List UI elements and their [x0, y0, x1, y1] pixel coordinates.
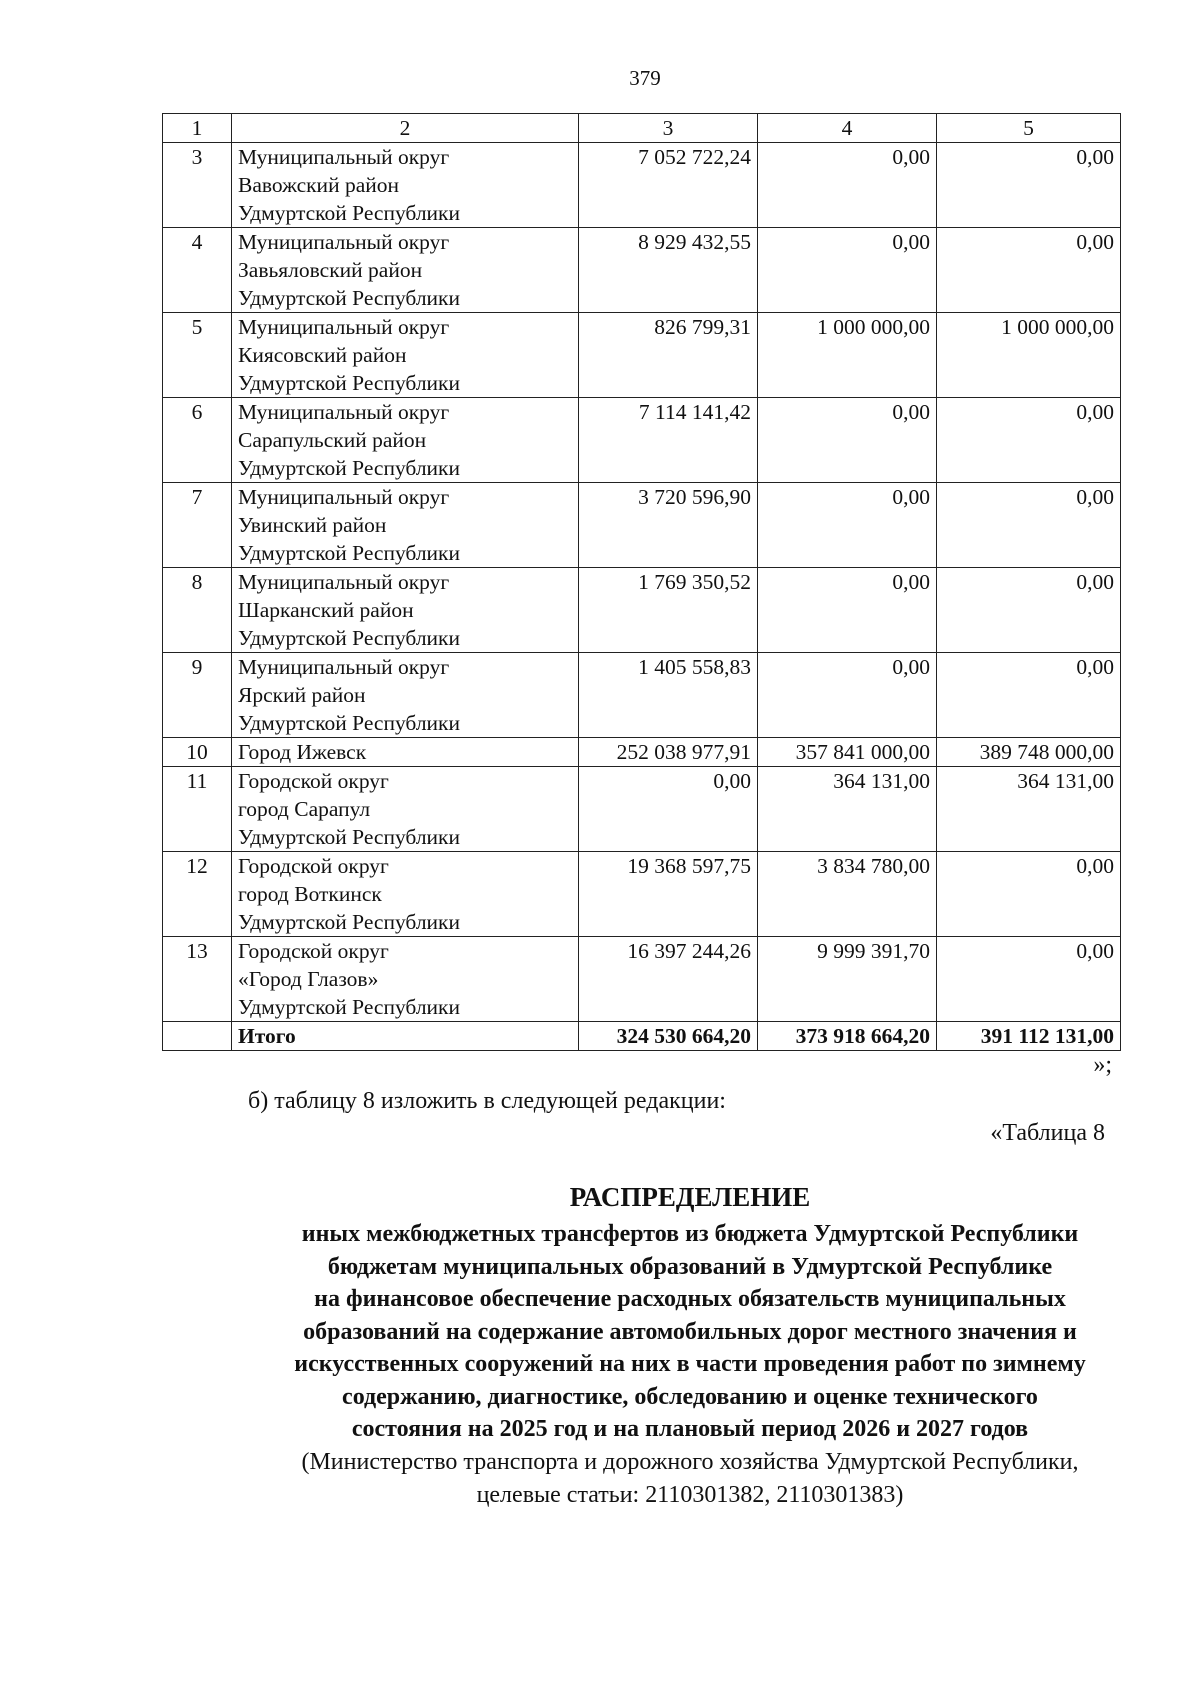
name-line: Муниципальный округ: [238, 230, 450, 254]
table-row: [163, 143, 1121, 228]
row-number: 8: [163, 568, 232, 653]
municipality-name: [232, 483, 579, 568]
table-row: [163, 852, 1121, 937]
amount-2027: 0,00: [937, 852, 1121, 937]
row-number: 3: [163, 143, 232, 228]
subtitle-line: искусственных сооружений на них в части проведения работ по зимнему: [294, 1351, 1086, 1377]
name-line: Муниципальный округ: [238, 570, 450, 594]
amount-2027: 389 748 000,00: [937, 738, 1121, 767]
municipality-name: [232, 313, 579, 398]
name-line: Городской округ: [238, 939, 389, 963]
row-number: 10: [163, 738, 232, 767]
table-row: [163, 937, 1121, 1022]
municipality-name: [232, 568, 579, 653]
name-line: Городской округ: [238, 769, 389, 793]
header-cell: 4: [758, 114, 937, 143]
amount-2026: 364 131,00: [758, 767, 937, 852]
amount-2026: 0,00: [758, 653, 937, 738]
name-line: Муниципальный округ: [238, 145, 450, 169]
subtitle-line: на финансовое обеспечение расходных обязательств муниципальных: [314, 1286, 1066, 1312]
page-number: 379: [629, 66, 661, 90]
amount-2026: 3 834 780,00: [758, 852, 937, 937]
amount-2026: 9 999 391,70: [758, 937, 937, 1022]
table-row: [163, 228, 1121, 313]
name-line: Сарапульский район: [238, 428, 427, 452]
amount-2026: 0,00: [758, 398, 937, 483]
amount-2025: 16 397 244,26: [579, 937, 758, 1022]
amount-2025: 7 052 722,24: [579, 143, 758, 228]
ministry-note: [150, 1446, 1200, 1512]
note-line: (Министерство транспорта и дорожного хозяйства Удмуртской Республики,: [301, 1449, 1079, 1475]
name-line: Удмуртской Республики: [238, 201, 461, 225]
amount-2027: 364 131,00: [937, 767, 1121, 852]
name-line: Удмуртской Республики: [238, 456, 461, 480]
total-row: [163, 1022, 1121, 1051]
header-cell: 3: [579, 114, 758, 143]
row-number: 11: [163, 767, 232, 852]
amount-2026: 0,00: [758, 483, 937, 568]
row-number: 5: [163, 313, 232, 398]
subtitle-line: содержанию, диагностике, обследованию и оценке технического: [342, 1383, 1038, 1410]
amendment-paragraph: б) таблицу 8 изложить в следующей редакции:: [248, 1088, 726, 1114]
name-line: Завьяловский район: [238, 258, 423, 282]
amount-2025: 7 114 141,42: [579, 398, 758, 483]
total-2027: 391 112 131,00: [937, 1022, 1121, 1051]
amount-2026: 357 841 000,00: [758, 738, 937, 767]
amount-2026: 1 000 000,00: [758, 313, 937, 398]
municipality-name: [232, 143, 579, 228]
note-line: целевые статьи: 2110301382, 2110301383): [476, 1482, 904, 1508]
table-header-row: [163, 114, 1121, 143]
row-number: 9: [163, 653, 232, 738]
header-cell: 1: [163, 114, 232, 143]
name-line: «Город Глазов»: [238, 967, 379, 991]
table-label: «Таблица 8: [990, 1120, 1105, 1146]
name-line: Удмуртской Республики: [238, 910, 461, 934]
name-line: город Сарапул: [238, 797, 371, 821]
amount-2025: 826 799,31: [579, 313, 758, 398]
name-line: Муниципальный округ: [238, 315, 450, 339]
name-line: Удмуртской Республики: [238, 626, 461, 650]
name-line: Киясовский район: [238, 343, 407, 367]
total-label: Итого: [232, 1022, 579, 1051]
municipality-name: [232, 398, 579, 483]
row-number: 12: [163, 852, 232, 937]
name-line: Удмуртской Республики: [238, 995, 461, 1019]
subtitle-line: состояния на 2025 год и на плановый период 2026 и 2027 годов: [351, 1416, 1029, 1442]
amount-2025: 1 405 558,83: [579, 653, 758, 738]
table-row: [163, 398, 1121, 483]
amount-2027: 1 000 000,00: [937, 313, 1121, 398]
name-line: Муниципальный округ: [238, 485, 450, 509]
header-cell: 5: [937, 114, 1121, 143]
name-line: Удмуртской Республики: [238, 541, 461, 565]
municipality-name: [232, 937, 579, 1022]
amount-2026: 0,00: [758, 143, 937, 228]
name-line: Удмуртской Республики: [238, 711, 461, 735]
table-row: [163, 568, 1121, 653]
amount-2027: 0,00: [937, 483, 1121, 568]
total-2025: 324 530 664,20: [579, 1022, 758, 1051]
subtitle-line: иных межбюджетных трансфертов из бюджета Удмуртской Республики: [301, 1221, 1079, 1247]
amount-2025: 8 929 432,55: [579, 228, 758, 313]
amount-2025: 0,00: [579, 767, 758, 852]
subtitle-line: образований на содержание автомобильных дорог местного значения и: [303, 1318, 1077, 1345]
document-title: РАСПРЕДЕЛЕНИЕ: [569, 1182, 811, 1212]
total-2026: 373 918 664,20: [758, 1022, 937, 1051]
document-subtitle: [150, 1218, 1200, 1446]
name-line: Удмуртской Республики: [238, 286, 461, 310]
amount-2025: 3 720 596,90: [579, 483, 758, 568]
table-row: [163, 483, 1121, 568]
name-line: Муниципальный округ: [238, 400, 450, 424]
amount-2027: 0,00: [937, 937, 1121, 1022]
name-line: город Воткинск: [238, 882, 382, 906]
table-row: [163, 653, 1121, 738]
amount-2025: 1 769 350,52: [579, 568, 758, 653]
municipality-name: [232, 228, 579, 313]
row-number: 4: [163, 228, 232, 313]
amount-2025: 252 038 977,91: [579, 738, 758, 767]
amount-2027: 0,00: [937, 228, 1121, 313]
row-number-empty: [163, 1022, 232, 1051]
name-line: Увинский район: [238, 513, 387, 537]
table-row: [163, 738, 1121, 767]
budget-table: [162, 113, 1121, 1051]
municipality-name: [232, 653, 579, 738]
name-line: Городской округ: [238, 854, 389, 878]
table-row: [163, 767, 1121, 852]
subtitle-line: бюджетам муниципальных образований в Удмуртской Республике: [327, 1253, 1053, 1280]
table-row: [163, 313, 1121, 398]
name-line: Удмуртской Республики: [238, 371, 461, 395]
amount-2027: 0,00: [937, 568, 1121, 653]
row-number: 13: [163, 937, 232, 1022]
amount-2025: 19 368 597,75: [579, 852, 758, 937]
row-number: 6: [163, 398, 232, 483]
municipality-name: [232, 767, 579, 852]
header-cell: 2: [232, 114, 579, 143]
row-number: 7: [163, 483, 232, 568]
amount-2026: 0,00: [758, 228, 937, 313]
name-line: Город Ижевск: [238, 740, 367, 764]
name-line: Вавожский район: [238, 173, 399, 197]
name-line: Удмуртской Республики: [238, 825, 461, 849]
amount-2027: 0,00: [937, 398, 1121, 483]
name-line: Муниципальный округ: [238, 655, 450, 679]
amount-2027: 0,00: [937, 143, 1121, 228]
amount-2027: 0,00: [937, 653, 1121, 738]
closing-quote: »;: [1093, 1052, 1112, 1078]
name-line: Ярский район: [238, 683, 366, 707]
municipality-name: [232, 738, 579, 767]
municipality-name: [232, 852, 579, 937]
name-line: Шарканский район: [238, 598, 414, 622]
amount-2026: 0,00: [758, 568, 937, 653]
